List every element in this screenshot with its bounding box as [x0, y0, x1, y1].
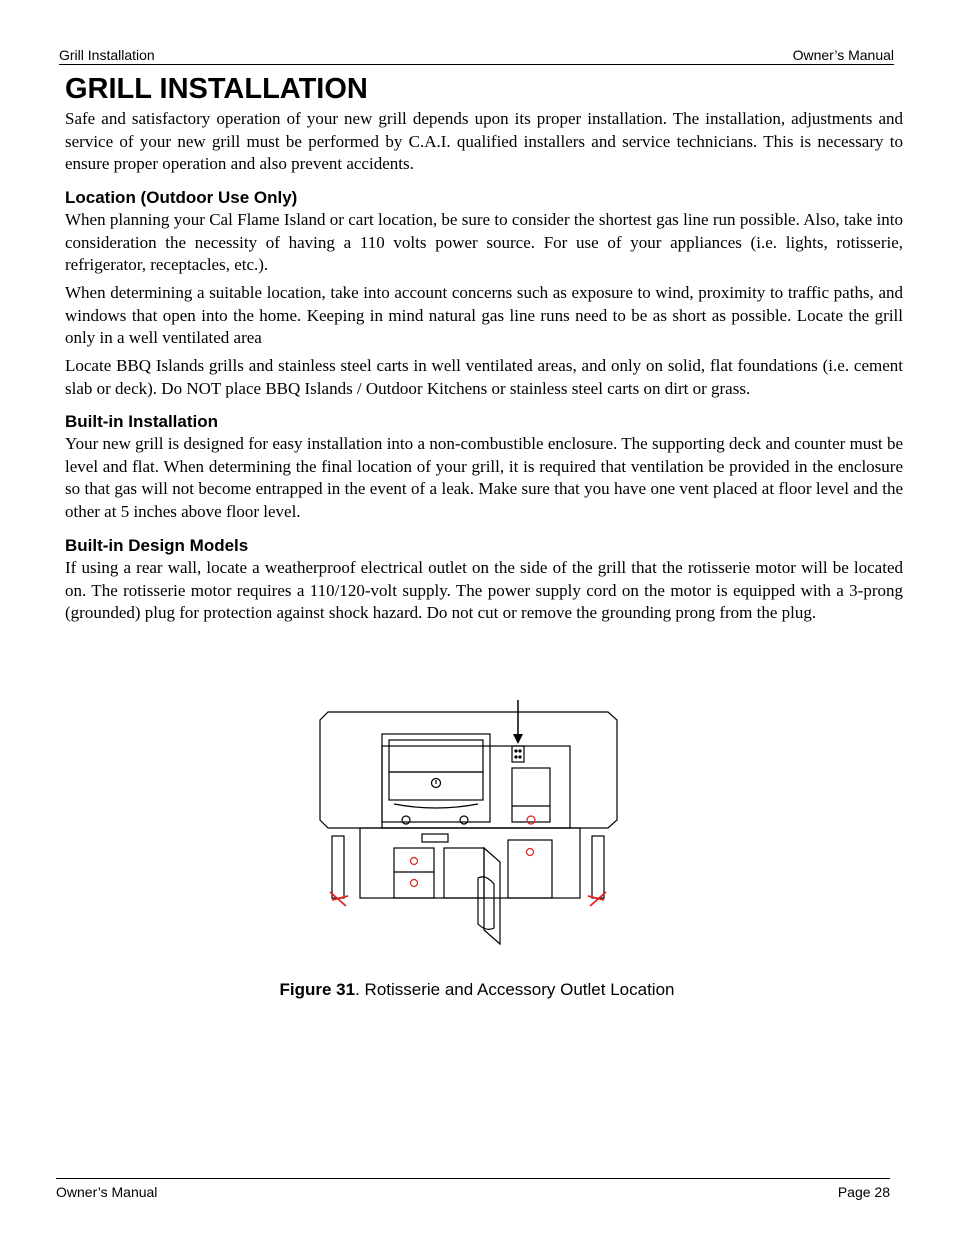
drawer-handle-top	[411, 858, 418, 865]
running-footer	[56, 1178, 890, 1203]
header-manual-title: Owner’s Manual	[792, 47, 894, 63]
grill-hood	[389, 740, 483, 772]
location-paragraph-2: When determining a suitable location, take into account concerns such as exposure to wind, proximity to traffic paths, and windows that open into the home. Keeping in mind natural gas line runs need to be as short as possible. Locate the grill only in a well ventilated area	[65, 283, 903, 348]
page-number: Page 28	[837, 1184, 890, 1200]
figure-caption-text: . Rotisserie and Accessory Outlet Location	[355, 980, 675, 999]
section-heading-built-in: Built-in Installation	[65, 412, 218, 431]
side-burner	[512, 768, 550, 822]
section-heading-location: Location (Outdoor Use Only)	[65, 188, 298, 207]
electrical-outlet	[512, 746, 524, 762]
figure-caption	[0, 979, 954, 1001]
left-caster-icon	[330, 892, 348, 906]
grill-knob-right	[460, 816, 468, 824]
lower-cabinet	[360, 828, 580, 898]
running-header	[59, 47, 894, 65]
drawer-stack	[394, 848, 434, 898]
grill-island-diagram	[310, 696, 630, 946]
intro-paragraph: Safe and satisfactory operation of your new grill depends upon its proper installation. The installation, adjustments and service of your new grill must be performed by C.A.I. qualified installers and service technicians. This is necessary to ensure proper operation and also prevent accidents.	[65, 109, 903, 174]
side-burner-knob	[527, 816, 535, 824]
location-paragraph-3: Locate BBQ Islands grills and stainless steel carts in well ventilated areas, and only on solid, flat foundations (i.e. cement slab or deck). Do NOT place BBQ Islands / Outdoor Kitchens or stainless steel carts on dirt or grass.	[65, 356, 903, 398]
header-section-title: Grill Installation	[59, 47, 155, 63]
location-paragraph-1: When planning your Cal Flame Island or cart location, be sure to consider the shortest gas line run possible. Also, take into consideration the necessity of having a 110 volts power source. For use of your appliances (i.e. lights, rotisserie, refrigerator, receptacles, etc.).	[65, 210, 903, 275]
right-leg	[592, 836, 604, 898]
grill-knob-left	[402, 816, 410, 824]
left-leg	[332, 836, 344, 898]
backsplash	[382, 746, 570, 828]
section-heading-design-models: Built-in Design Models	[65, 536, 249, 555]
refrigerator-handle	[527, 849, 534, 856]
page-title: GRILL INSTALLATION	[65, 73, 368, 105]
figure-label: Figure 31	[279, 980, 356, 999]
door-panel	[478, 877, 494, 929]
drawer-handle-bottom	[411, 880, 418, 887]
arrow-head	[513, 734, 523, 744]
footer-manual-title: Owner’s Manual	[56, 1184, 158, 1200]
countertop	[320, 712, 617, 828]
built-in-paragraph: Your new grill is designed for easy installation into a non-combustible enclosure. The supporting deck and counter must be level and flat. When determining the final location of your grill, it is required that ventilation be provided in the enclosure so that gas will not become entrapped in the event of a leak. Make sure that you have one vent placed at floor level and the other at 5 inches above floor level.	[65, 434, 903, 521]
grill-hood-lower	[389, 772, 483, 800]
right-caster-icon	[588, 892, 606, 906]
design-models-paragraph: If using a rear wall, locate a weatherproof electrical outlet on the side of the grill that the rotisserie motor will be located on. The rotisserie motor requires a 110/120-volt supply. The power supply cord on the motor is equipped with a 3-prong (grounded) plug for protection against shock hazard. Do not cut or remove the grounding prong from the plug.	[65, 558, 903, 623]
cabinet-vent	[422, 834, 448, 842]
grill-handle	[394, 804, 478, 808]
